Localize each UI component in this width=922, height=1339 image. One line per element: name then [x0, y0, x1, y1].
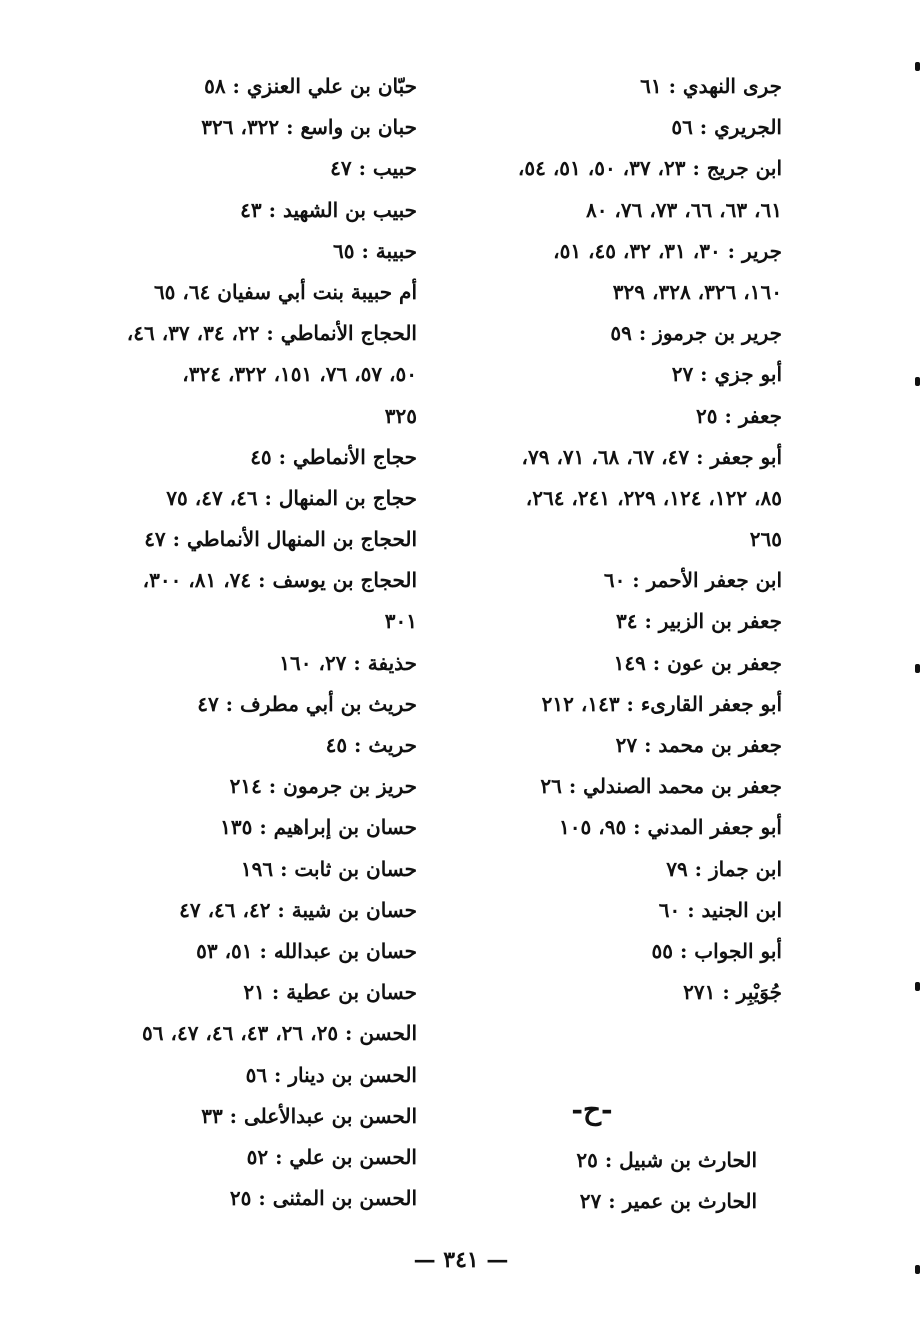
index-entry: الحسن بن المثنى : ٢٥: [229, 1186, 417, 1211]
index-entry: جعفر بن محمد الصندلي : ٢٦: [540, 774, 782, 799]
index-entry-continuation: ٦١، ٦٣، ٦٦، ٧٣، ٧٦، ٨٠: [585, 197, 782, 222]
scan-edge-mark: [915, 1265, 920, 1274]
index-column-left: [57, 66, 417, 1219]
index-entry: أبو جزي : ٢٧: [671, 362, 782, 387]
index-entry: الحسن بن علي : ٥٢: [246, 1144, 417, 1169]
index-entry-continuation: ٨٥، ١٢٢، ١٢٤، ٢٢٩، ٢٤١، ٢٦٤،: [525, 485, 782, 510]
index-entry: حسان بن إبراهيم : ١٣٥: [220, 815, 417, 840]
index-entry: حبان بن واسع : ٣٢٢، ٣٢٦: [201, 115, 417, 140]
index-entry: الحسن بن عبدالأعلى : ٣٣: [201, 1103, 417, 1128]
index-entry: حريز بن جرمون : ٢١٤: [229, 774, 417, 799]
index-entry: جعفر بن محمد : ٢٧: [615, 733, 782, 757]
index-entry: ابن الجنيد : ٦٠: [658, 897, 782, 922]
index-column-right-bottom: [437, 1140, 757, 1222]
index-entry: جعفر : ٢٥: [696, 403, 782, 428]
index-entry-continuation: ٥٠، ٥٧، ٧٦، ١٥١، ٣٢٢، ٣٢٤،: [182, 362, 417, 387]
index-entry: الحسن : ٢٥، ٢٦، ٤٣، ٤٦، ٤٧، ٥٦: [142, 1021, 417, 1046]
index-entry: أبو الجواب : ٥٥: [651, 938, 782, 963]
page-number: — ٣٤١ —: [413, 1247, 509, 1273]
index-entry: حجاج بن المنهال : ٤٦، ٤٧، ٧٥: [166, 485, 417, 510]
index-entry: الحجاج بن يوسف : ٧٤، ٨١، ٣٠٠،: [142, 568, 417, 593]
index-entry: حجاج الأنماطي : ٤٥: [250, 444, 417, 469]
index-entry: الحارث بن شبيل : ٢٥: [576, 1148, 757, 1172]
index-entry: الجريري : ٥٦: [671, 115, 782, 140]
index-column-right: [442, 66, 782, 1013]
index-entry: الحارث بن عمير : ٢٧: [579, 1189, 757, 1214]
index-entry: ابن جعفر الأحمر : ٦٠: [603, 568, 782, 593]
index-entry: جرير بن جرموز : ٥٩: [610, 321, 782, 346]
index-entry: حسان بن ثابت : ١٩٦: [240, 856, 417, 881]
index-entry: الحسن بن دينار : ٥٦: [245, 1062, 417, 1087]
index-entry: جعفر بن الزبير : ٣٤: [616, 609, 782, 634]
index-entry-continuation: ٢٦٥: [749, 527, 782, 552]
index-entry-continuation: ٣٠١: [384, 609, 417, 634]
index-entry: ابن جماز : ٧٩: [666, 856, 782, 881]
index-entry: جعفر بن عون : ١٤٩: [613, 650, 782, 675]
index-entry: حريث : ٤٥: [325, 733, 417, 757]
scan-edge-mark: [915, 377, 920, 386]
index-entry: الحجاج بن المنهال الأنماطي : ٤٧: [144, 527, 417, 552]
index-entry: الحجاج الأنماطي : ٢٢، ٣٤، ٣٧، ٤٦،: [126, 321, 417, 346]
scan-edge-mark: [915, 62, 920, 71]
index-entry: أم حبيبة بنت أبي سفيان ٦٤، ٦٥: [153, 279, 417, 304]
index-entry: جرير : ٣٠، ٣١، ٣٢، ٤٥، ٥١،: [553, 238, 782, 263]
index-entry: أبو جعفر القارىء : ١٤٣، ٢١٢: [541, 691, 782, 716]
index-entry: حبيب : ٤٧: [330, 156, 417, 181]
index-entry: حبيب بن الشهيد : ٤٣: [240, 197, 417, 222]
index-entry: أبو جعفر : ٤٧، ٦٧، ٦٨، ٧١، ٧٩،: [521, 444, 782, 469]
index-entry: حسان بن عطية : ٢١: [243, 980, 417, 1005]
scan-edge-mark: [915, 982, 920, 991]
index-entry: أبو جعفر المدني : ٩٥، ١٠٥: [559, 815, 782, 840]
index-entry: حبيبة : ٦٥: [333, 238, 417, 263]
index-entry: حسان بن عبدالله : ٥١، ٥٣: [196, 938, 417, 963]
index-entry: حبّان بن علي العنزي : ٥٨: [204, 74, 417, 98]
index-entry-continuation: ١٦٠، ٣٢٦، ٣٢٨، ٣٢٩: [612, 279, 782, 304]
index-entry: ابن جريج : ٢٣، ٣٧، ٥٠، ٥١، ٥٤،: [517, 156, 782, 181]
index-entry: حذيفة : ٢٧، ١٦٠: [279, 650, 417, 675]
index-entry: جُوَيْبِر : ٢٧١: [683, 980, 782, 1005]
scan-edge-mark: [915, 664, 920, 673]
index-entry: حريث بن أبي مطرف : ٤٧: [197, 691, 417, 716]
index-entry: حسان بن شيبة : ٤٢، ٤٦، ٤٧: [179, 897, 417, 922]
index-entry: جرى النهدي : ٦١: [640, 74, 782, 98]
section-heading-letter: -ح-: [571, 1093, 613, 1126]
index-entry-continuation: ٣٢٥: [384, 403, 417, 428]
